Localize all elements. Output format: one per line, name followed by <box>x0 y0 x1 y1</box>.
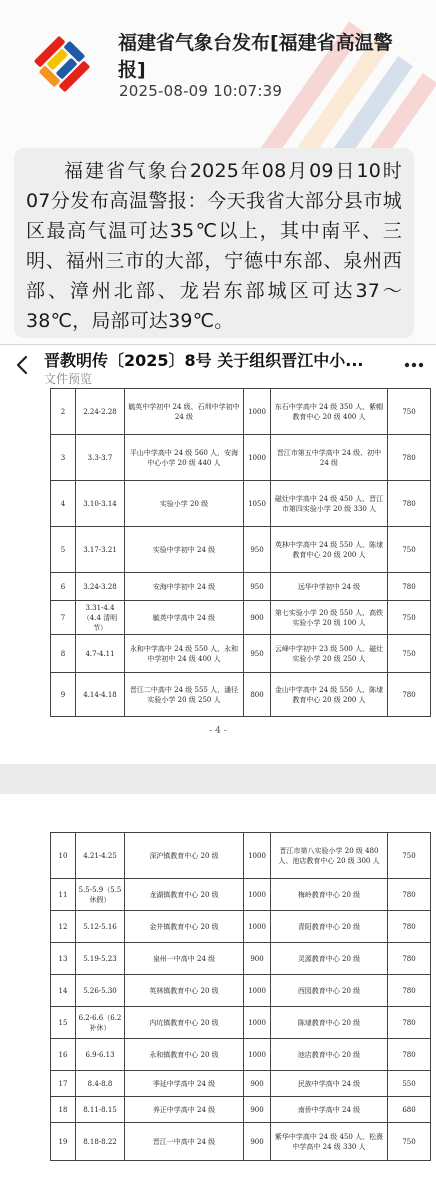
table-cell-price: 750 <box>388 527 431 573</box>
table-cell-school2: 第七实验小学 20 级 550 人、高铁实验小学 20 级 100 人 <box>271 601 388 635</box>
table-cell-school2: 池店教育中心 20 级 <box>271 1039 388 1071</box>
table-cell-date: 8.18-8.22 <box>76 1123 125 1161</box>
table-cell-school: 养正中学高中 24 级 <box>125 1097 244 1123</box>
alert-title: 福建省气象台发布[福建省高温警报] <box>118 32 393 81</box>
table-cell-school2: 晋江市第八实验小学 20 级 480 人、池店教育中心 20 级 300 人 <box>271 833 388 879</box>
table-cell-count: 1000 <box>244 1007 271 1039</box>
table-cell-no: 9 <box>51 673 76 717</box>
table-cell-count: 1000 <box>244 389 271 435</box>
table-cell-no: 3 <box>51 435 76 481</box>
table-cell-school2: 紫华中学高中 24 级 450 人、松熹中学高中 24 级 330 人 <box>271 1123 388 1161</box>
table-cell-no: 11 <box>51 879 76 911</box>
table-cell-price: 780 <box>388 435 431 481</box>
table-row <box>51 601 431 635</box>
table-cell-date: 3.24-3.28 <box>76 573 125 601</box>
table-cell-count: 900 <box>244 1071 271 1097</box>
table-cell-no: 10 <box>51 833 76 879</box>
table-cell-school: 泉州一中高中 24 级 <box>125 943 244 975</box>
table-cell-price: 680 <box>388 1097 431 1123</box>
table-cell-date: 5.26-5.30 <box>76 975 125 1007</box>
table-cell-school2: 梅岭教育中心 20 级 <box>271 879 388 911</box>
table-cell-school: 实验小学 20 级 <box>125 481 244 527</box>
file-preview-header <box>0 344 436 389</box>
table-cell-no: 4 <box>51 481 76 527</box>
table-cell-no: 18 <box>51 1097 76 1123</box>
table-cell-date: 6.2-6.6（6.2 补休） <box>76 1007 125 1039</box>
table-cell-school2: 远华中学初中 24 级 <box>271 573 388 601</box>
table-row <box>51 943 431 975</box>
table-cell-school: 毓英中学初中 24 级、石圳中学初中 24 级 <box>125 389 244 435</box>
table-cell-school2: 南侨中学高中 24 级 <box>271 1097 388 1123</box>
more-options-icon <box>404 362 424 368</box>
document-preview[interactable] <box>0 388 436 1200</box>
table-cell-school: 季延中学高中 24 级 <box>125 1071 244 1097</box>
table-cell-price: 780 <box>388 911 431 943</box>
table-cell-count: 1000 <box>244 435 271 481</box>
table-cell-price: 750 <box>388 601 431 635</box>
table-cell-school2: 陈埭教育中心 20 级 <box>271 1007 388 1039</box>
table-cell-price: 750 <box>388 635 431 673</box>
table-row <box>51 879 431 911</box>
table-cell-school: 深沪镇教育中心 20 级 <box>125 833 244 879</box>
table-cell-school: 金井镇教育中心 20 级 <box>125 911 244 943</box>
table-cell-no: 13 <box>51 943 76 975</box>
table-cell-school: 内坑镇教育中心 20 级 <box>125 1007 244 1039</box>
document-page-4 <box>0 388 436 764</box>
table-cell-date: 5.5-5.9（5.5 休假） <box>76 879 125 911</box>
table-row <box>51 435 431 481</box>
table-cell-date: 4.7-4.11 <box>76 635 125 673</box>
table-cell-date: 8.11-8.15 <box>76 1097 125 1123</box>
table-cell-count: 1000 <box>244 911 271 943</box>
table-row <box>51 1039 431 1071</box>
table-cell-date: 3.31-4.4（4.4 清明节） <box>76 601 125 635</box>
table-cell-price: 780 <box>388 879 431 911</box>
table-cell-school2: 灵源教育中心 20 级 <box>271 943 388 975</box>
table-row <box>51 1097 431 1123</box>
table-cell-date: 3.3-3.7 <box>76 435 125 481</box>
table-cell-no: 8 <box>51 635 76 673</box>
document-subtitle: 文件预览 <box>44 372 93 386</box>
table-row <box>51 833 431 879</box>
table-cell-no: 14 <box>51 975 76 1007</box>
table-cell-date: 3.10-3.14 <box>76 481 125 527</box>
weather-alert-notification[interactable] <box>0 0 436 350</box>
alert-message-text: 福建省气象台2025年08月09日10时07分发布高温警报：今天我省大部分县市城区最高气温可达35℃以上，其中南平、三明、福州三市的大部，宁德中东部、泉州西部、漳州北部、龙岩东部城区可达37～38℃，局部可达39℃。 <box>26 160 402 332</box>
table-cell-no: 5 <box>51 527 76 573</box>
table-cell-school2: 英林中学高中 24 级 550 人、陈埭教育中心 20 级 200 人 <box>271 527 388 573</box>
table-cell-date: 5.19-5.23 <box>76 943 125 975</box>
table-cell-no: 2 <box>51 389 76 435</box>
table-cell-count: 950 <box>244 573 271 601</box>
table-row <box>51 673 431 717</box>
table-cell-date: 4.21-4.25 <box>76 833 125 879</box>
table-cell-price: 750 <box>388 389 431 435</box>
table-cell-price: 780 <box>388 943 431 975</box>
alert-timestamp: 2025-08-09 10:07:39 <box>119 82 283 100</box>
table-cell-date: 2.24-2.28 <box>76 389 125 435</box>
table-cell-count: 950 <box>244 635 271 673</box>
table-cell-no: 7 <box>51 601 76 635</box>
table-cell-count: 950 <box>244 527 271 573</box>
schedule-table-page-4 <box>50 388 431 717</box>
table-cell-count: 800 <box>244 673 271 717</box>
table-cell-school: 永和镇教育中心 20 级 <box>125 1039 244 1071</box>
table-row <box>51 1071 431 1097</box>
table-cell-date: 4.14-4.18 <box>76 673 125 717</box>
page-number: - 4 - <box>209 726 227 736</box>
table-cell-count: 900 <box>244 1123 271 1161</box>
table-cell-price: 780 <box>388 573 431 601</box>
table-cell-school: 晋江一中高中 24 级 <box>125 1123 244 1161</box>
table-cell-price: 780 <box>388 1007 431 1039</box>
table-row <box>51 481 431 527</box>
meteorological-logo-icon <box>34 36 90 92</box>
table-row <box>51 1007 431 1039</box>
table-cell-count: 1050 <box>244 481 271 527</box>
table-cell-school2: 晋江市第五中学高中 24 级、初中 24 级 <box>271 435 388 481</box>
table-cell-price: 750 <box>388 1123 431 1161</box>
table-cell-price: 750 <box>388 833 431 879</box>
table-cell-school: 毓英中学高中 24 级 <box>125 601 244 635</box>
table-cell-price: 550 <box>388 1071 431 1097</box>
table-cell-price: 780 <box>388 481 431 527</box>
table-cell-school2: 东石中学高中 24 级 350 人、紫帽教育中心 20 级 400 人 <box>271 389 388 435</box>
table-row <box>51 389 431 435</box>
table-cell-school: 永和中学高中 24 级 550 人、永和中学初中 24 级 400 人 <box>125 635 244 673</box>
table-cell-date: 8.4-8.8 <box>76 1071 125 1097</box>
table-cell-price: 780 <box>388 975 431 1007</box>
table-cell-school: 安海中学初中 24 级 <box>125 573 244 601</box>
table-cell-no: 12 <box>51 911 76 943</box>
table-cell-no: 19 <box>51 1123 76 1161</box>
table-cell-count: 1000 <box>244 833 271 879</box>
table-cell-no: 17 <box>51 1071 76 1097</box>
document-page-5 <box>0 794 436 1200</box>
table-cell-school2: 云峰中学初中 23 级 500 人、磁灶实验小学 20 级 250 人 <box>271 635 388 673</box>
table-cell-count: 900 <box>244 943 271 975</box>
table-cell-date: 5.12-5.16 <box>76 911 125 943</box>
table-cell-no: 15 <box>51 1007 76 1039</box>
page-separator <box>0 764 436 794</box>
table-cell-school: 英林镇教育中心 20 级 <box>125 975 244 1007</box>
table-cell-count: 900 <box>244 601 271 635</box>
table-row <box>51 527 431 573</box>
table-cell-count: 1000 <box>244 879 271 911</box>
alert-message <box>14 148 414 338</box>
table-cell-no: 16 <box>51 1039 76 1071</box>
table-cell-price: 780 <box>388 673 431 717</box>
table-row <box>51 635 431 673</box>
table-cell-price: 780 <box>388 1039 431 1071</box>
table-row <box>51 911 431 943</box>
table-row <box>51 1123 431 1161</box>
table-cell-count: 1000 <box>244 975 271 1007</box>
more-options-button[interactable] <box>400 351 428 379</box>
table-cell-no: 6 <box>51 573 76 601</box>
document-title: 晋教明传〔2025〕8号 关于组织晋江中小... <box>44 351 364 370</box>
table-cell-school2: 西园教育中心 20 级 <box>271 975 388 1007</box>
table-cell-count: 1000 <box>244 1039 271 1071</box>
table-cell-date: 3.17-3.21 <box>76 527 125 573</box>
table-cell-school2: 民族中学高中 24 级 <box>271 1071 388 1097</box>
table-cell-school2: 青阳教育中心 20 级 <box>271 911 388 943</box>
table-cell-school2: 磁灶中学高中 24 级 450 人、晋江市第四实验小学 20 级 330 人 <box>271 481 388 527</box>
table-row <box>51 573 431 601</box>
back-arrow-icon <box>14 355 30 375</box>
back-button[interactable] <box>8 351 36 379</box>
table-cell-school: 平山中学高中 24 级 560 人、安海中心小学 20 级 440 人 <box>125 435 244 481</box>
table-cell-school: 龙湖镇教育中心 20 级 <box>125 879 244 911</box>
table-row <box>51 975 431 1007</box>
schedule-table-page-5 <box>50 832 431 1161</box>
table-cell-school2: 金山中学高中 24 级 550 人、陈埭教育中心 20 级 200 人 <box>271 673 388 717</box>
table-cell-school: 晋江二中高中 24 级 555 人、潘径实验小学 20 级 250 人 <box>125 673 244 717</box>
table-cell-school: 实验中学初中 24 级 <box>125 527 244 573</box>
table-cell-count: 900 <box>244 1097 271 1123</box>
table-cell-date: 6.9-6.13 <box>76 1039 125 1071</box>
